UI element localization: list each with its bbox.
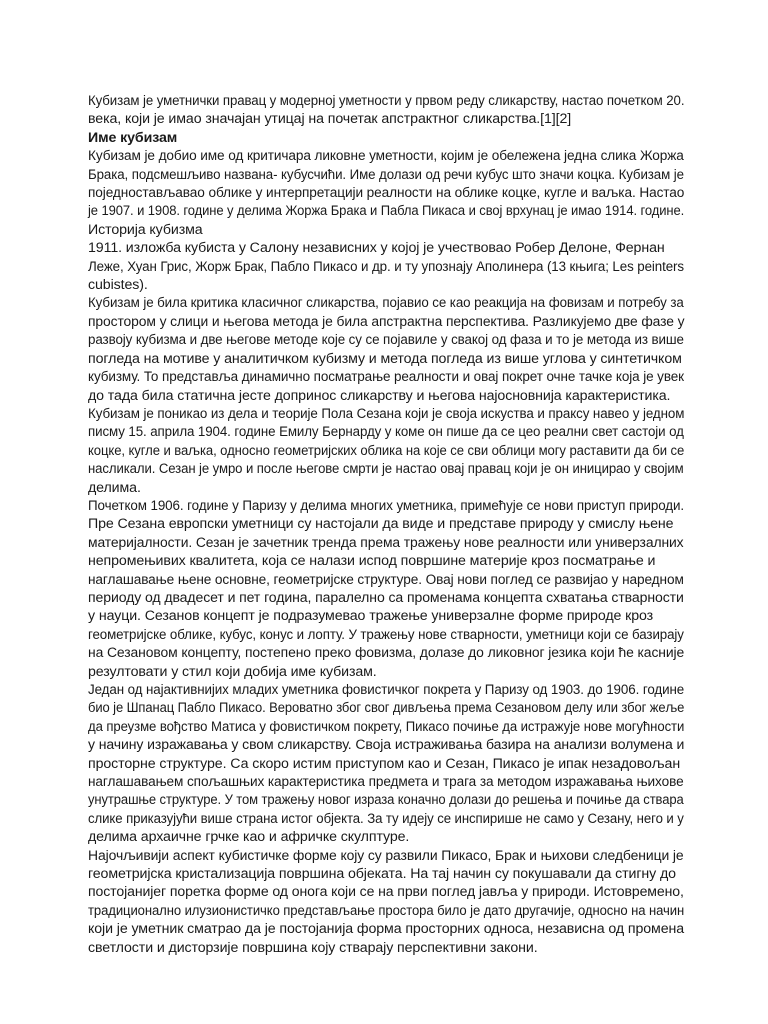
text-line: који је уметник сматрао да је постојанија форма просторних односа, независна од промена bbox=[88, 921, 685, 938]
text-line: века, који је имао значајан утицај на почетак апстрактног сликарства.[1][2] bbox=[88, 111, 572, 128]
text-line: Кубизам је добио име од критичара ликовне уметности, којим је обележена једна слика Жоржа bbox=[88, 148, 684, 165]
text-line: материјалности. Сезан је зачетник тренда према тражењу нове реалности или универзалних bbox=[88, 534, 684, 551]
text-line: Историја кубизма bbox=[88, 221, 203, 238]
text-line: геометријска кристализација површина објеката. На тај начин су покушавали да стигну до bbox=[88, 866, 676, 883]
text-line: унутрашње структуре. У том тражењу новог израза коначно долази до решења и почиње да ствара bbox=[88, 792, 684, 809]
text-line: насликали. Сезан је умро и после његове смрти је настао овај правац који је он иницирао у својим bbox=[88, 461, 684, 478]
text-line: резултовати у стил који добија име кубизам. bbox=[88, 663, 377, 680]
text-line: Кубизам је била критика класичног сликарства, појавио се као реакција на фовизам и потребу за bbox=[88, 295, 684, 312]
text-line: у науци. Сезанов концепт је подразумевао тражење универзалне форме природе кроз bbox=[88, 608, 654, 625]
text-line: на Сезановом концепту, постепено преко фовизма, долазе до ликовног језика који ће касније bbox=[88, 645, 685, 662]
text-line: је 1907. и 1908. године у делима Жоржа Брака и Пабла Пикаса и свој врхунац је имао 1914. године. bbox=[88, 203, 685, 220]
text-line: делима. bbox=[88, 479, 141, 496]
text-line: традиционално илузионистичко представљање простора било је дато другачије, односно на начин bbox=[88, 902, 685, 919]
text-line: кубизму. То представља динамично посматрање реалности и овај покрет очне тачке која је увек bbox=[88, 369, 684, 386]
text-line: просторне структуре. Са скоро истим приступом као и Сезан, Пикасо је ипак незадовољан bbox=[88, 755, 681, 772]
text-line: наглашавањем спољашњих карактеристика предмета и трага за методом изражавања њихове bbox=[88, 774, 684, 791]
text-line: cubistes). bbox=[88, 277, 148, 294]
text-line: у начину изражавања у свом сликарству. Своја истраживања базира на анализи волумена и bbox=[88, 737, 685, 754]
text-line: погледа на мотиве у аналитичком кубизму и метода погледа из више углова у синтетичком bbox=[88, 350, 682, 367]
text-line: постојанијег поретка форме од онога који се на први поглед јавља у природи. Истовремено, bbox=[88, 884, 684, 901]
document-body bbox=[88, 92, 684, 957]
text-line: Леже, Хуан Грис, Жорж Брак, Пабло Пикасо и др. и ту упознају Аполинера (13 књига; Les peinters bbox=[88, 258, 684, 275]
text-line: геометријске облике, кубус, конус и лопту. У тражењу нове стварности, уметници који се базирају bbox=[88, 626, 684, 643]
text-line: 1911. изложба кубиста у Салону независних у којој је учествовао Робер Делоне, Фернан bbox=[88, 240, 665, 257]
text-line: Најочљивији аспект кубистичке форме коју су развили Пикасо, Брак и њихови следбеници је bbox=[88, 847, 684, 864]
text-line: Почетком 1906. године у Паризу у делима многих уметника, примећује се нови приступ природи. bbox=[88, 497, 685, 514]
text-line: писму 15. априла 1904. године Емилу Бернарду у коме он пише да се цео реални свет састоји од bbox=[88, 424, 684, 441]
text-line: развоју кубизма и две његове методе које су се појавиле у свакој од фаза и то је метода из више bbox=[88, 332, 684, 349]
text-line: делима архаичне грчке као и афричке скулптуре. bbox=[88, 829, 410, 846]
text-line: слике приказујући више страна истог објекта. За ту идеју се инспирише не само у Сезану, него и у bbox=[88, 810, 684, 827]
text-line: Брака, подсмешљиво названа- кубусчићи. Име долази од речи кубус што значи коцка. Кубизам је bbox=[88, 166, 684, 183]
text-line: био је Шпанац Пабло Пикасо. Вероватно због свог дивљења према Сезановом делу или због жеље bbox=[88, 700, 685, 717]
section-heading: Име кубизам bbox=[88, 129, 178, 146]
text-line: светлости и дисторзије површина коју стварају перспективни закони. bbox=[88, 939, 538, 956]
text-line: поједностављавао облике у интерпретацији реалности на облике коцке, кугле и ваљка. Настао bbox=[88, 185, 685, 202]
text-line: Пре Сезана европски уметници су настојали да виде и представе природу у смислу њене bbox=[88, 516, 674, 533]
text-line: Један од најактивнијих младих уметника фовистичког покрета у Паризу од 1903. до 1906. године bbox=[88, 682, 685, 698]
text-line: наглашавање њене основне, геометријске структуре. Овај нови поглед се развијао у наредном bbox=[88, 571, 684, 588]
text-line: до тада била статична јесте допринос сликарству и његова најосновнија карактеристика. bbox=[88, 387, 671, 404]
text-line: Кубизам је поникао из дела и теорије Пола Сезана који је своја искуства и праксу навео у једном bbox=[88, 405, 685, 422]
text-line: да преузме вођство Матиса у фовистичком покрету, Пикасо почиње да истражује нове могућности bbox=[88, 718, 685, 735]
text-line: простором у слици и његова метода је била апстрактна перспектива. Разликујемо две фазе у bbox=[88, 313, 685, 330]
text-line: коцке, кугле и ваљка, односно геометријских облика на које се сви облици могу раставити да би се bbox=[88, 442, 685, 459]
text-line: периоду од двадесет и пет година, паралелно са променама концепта схватања стварности bbox=[88, 589, 684, 606]
text-line: Кубизам је уметнички правац у модерној уметности у првом реду сликарству, настао почетком 20. bbox=[88, 93, 685, 109]
text-line: непромењивих квалитета, која се налази испод површине материје кроз посматрање и bbox=[88, 553, 656, 570]
